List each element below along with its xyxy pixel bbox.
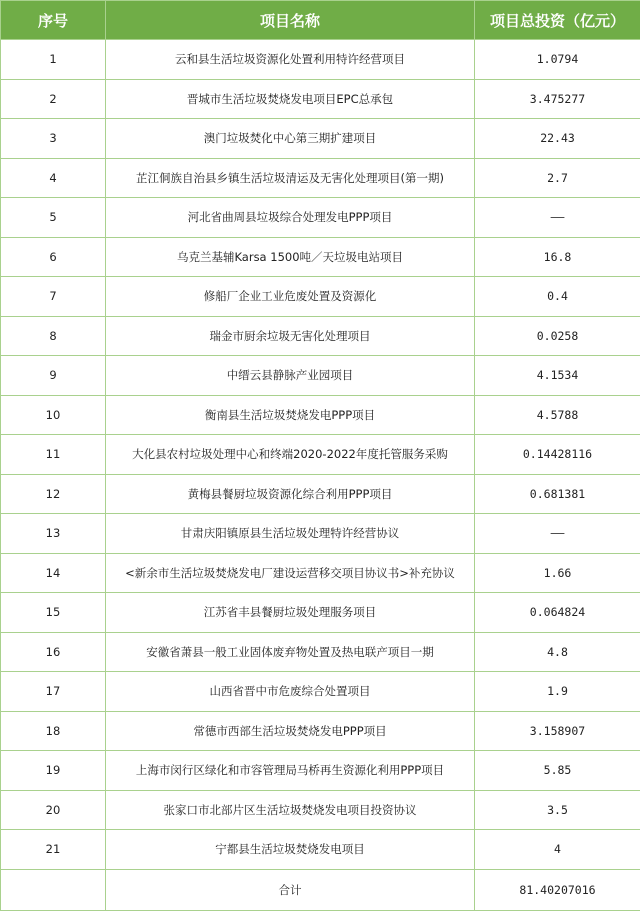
- row-investment: 4.1534: [475, 356, 640, 396]
- header-total-investment: 项目总投资（亿元）: [475, 1, 640, 40]
- row-project-name: 河北省曲周县垃圾综合处理发电PPP项目: [106, 198, 475, 238]
- table-row: [1, 593, 640, 633]
- row-index: 6: [1, 237, 106, 277]
- table-row: [1, 316, 640, 356]
- row-investment: 3.5: [475, 790, 640, 830]
- row-investment: 3.475277: [475, 79, 640, 119]
- row-project-name: 云和县生活垃圾资源化处置利用特许经营项目: [106, 40, 475, 80]
- row-project-name: 安徽省萧县一般工业固体废弃物处置及热电联产项目一期: [106, 632, 475, 672]
- row-investment: 0.0258: [475, 316, 640, 356]
- row-investment: ——: [475, 198, 640, 238]
- total-index-empty: [1, 869, 106, 910]
- row-investment: 0.4: [475, 277, 640, 317]
- row-investment: 4.5788: [475, 395, 640, 435]
- row-index: 18: [1, 711, 106, 751]
- row-investment: 4: [475, 830, 640, 870]
- table-row: [1, 395, 640, 435]
- row-index: 15: [1, 593, 106, 633]
- row-investment: 1.66: [475, 553, 640, 593]
- row-project-name: 芷江侗族自治县乡镇生活垃圾清运及无害化处理项目(第一期): [106, 158, 475, 198]
- table-row: [1, 553, 640, 593]
- table-body: [1, 40, 640, 911]
- row-index: 9: [1, 356, 106, 396]
- row-index: 20: [1, 790, 106, 830]
- row-index: 19: [1, 751, 106, 791]
- row-index: 7: [1, 277, 106, 317]
- row-project-name: 澳门垃圾焚化中心第三期扩建项目: [106, 119, 475, 159]
- total-investment: 81.40207016: [475, 869, 640, 910]
- row-index: 21: [1, 830, 106, 870]
- row-project-name: 山西省晋中市危废综合处置项目: [106, 672, 475, 712]
- row-index: 5: [1, 198, 106, 238]
- table-row: [1, 672, 640, 712]
- row-investment: 5.85: [475, 751, 640, 791]
- header-project-name: 项目名称: [106, 1, 475, 40]
- table-row: [1, 751, 640, 791]
- table-row: [1, 237, 640, 277]
- table-row: [1, 514, 640, 554]
- row-index: 3: [1, 119, 106, 159]
- table-row: [1, 40, 640, 80]
- row-index: 14: [1, 553, 106, 593]
- row-investment: 1.9: [475, 672, 640, 712]
- row-index: 4: [1, 158, 106, 198]
- table-row: [1, 632, 640, 672]
- table-row: [1, 119, 640, 159]
- row-investment: ——: [475, 514, 640, 554]
- row-investment: 0.064824: [475, 593, 640, 633]
- table-row: [1, 435, 640, 475]
- row-project-name: 大化县农村垃圾处理中心和终端2020-2022年度托管服务采购: [106, 435, 475, 475]
- row-index: 2: [1, 79, 106, 119]
- table-row: [1, 277, 640, 317]
- row-investment: 0.681381: [475, 474, 640, 514]
- row-project-name: 中缙云县静脉产业园项目: [106, 356, 475, 396]
- row-project-name: 张家口市北部片区生活垃圾焚烧发电项目投资协议: [106, 790, 475, 830]
- table-row: [1, 711, 640, 751]
- header-index: 序号: [1, 1, 106, 40]
- row-index: 16: [1, 632, 106, 672]
- row-project-name: 常德市西部生活垃圾焚烧发电PPP项目: [106, 711, 475, 751]
- row-investment: 22.43: [475, 119, 640, 159]
- row-index: 10: [1, 395, 106, 435]
- row-index: 12: [1, 474, 106, 514]
- row-project-name: 乌克兰基辅Karsa 1500吨／天垃圾电站项目: [106, 237, 475, 277]
- row-index: 13: [1, 514, 106, 554]
- table-row: [1, 79, 640, 119]
- row-investment: 0.14428116: [475, 435, 640, 475]
- row-investment: 16.8: [475, 237, 640, 277]
- table-row: [1, 830, 640, 870]
- row-project-name: 黄梅县餐厨垃圾资源化综合利用PPP项目: [106, 474, 475, 514]
- total-label: 合计: [106, 869, 475, 910]
- row-project-name: 衡南县生活垃圾焚烧发电PPP项目: [106, 395, 475, 435]
- row-project-name: 瑞金市厨余垃圾无害化处理项目: [106, 316, 475, 356]
- table-header-row: [1, 1, 640, 40]
- row-index: 1: [1, 40, 106, 80]
- row-project-name: 晋城市生活垃圾焚烧发电项目EPC总承包: [106, 79, 475, 119]
- row-index: 8: [1, 316, 106, 356]
- row-project-name: 宁都县生活垃圾焚烧发电项目: [106, 830, 475, 870]
- table-row: [1, 474, 640, 514]
- row-investment: 2.7: [475, 158, 640, 198]
- table-row: [1, 198, 640, 238]
- total-row: [1, 869, 640, 910]
- row-project-name: 甘肃庆阳镇原县生活垃圾处理特许经营协议: [106, 514, 475, 554]
- row-project-name: <新余市生活垃圾焚烧发电厂建设运营移交项目协议书>补充协议: [106, 553, 475, 593]
- row-project-name: 江苏省丰县餐厨垃圾处理服务项目: [106, 593, 475, 633]
- row-investment: 1.0794: [475, 40, 640, 80]
- table-row: [1, 790, 640, 830]
- row-project-name: 上海市闵行区绿化和市容管理局马桥再生资源化利用PPP项目: [106, 751, 475, 791]
- row-index: 17: [1, 672, 106, 712]
- table-row: [1, 356, 640, 396]
- row-investment: 3.158907: [475, 711, 640, 751]
- row-investment: 4.8: [475, 632, 640, 672]
- row-project-name: 修船厂企业工业危废处置及资源化: [106, 277, 475, 317]
- table-row: [1, 158, 640, 198]
- row-index: 11: [1, 435, 106, 475]
